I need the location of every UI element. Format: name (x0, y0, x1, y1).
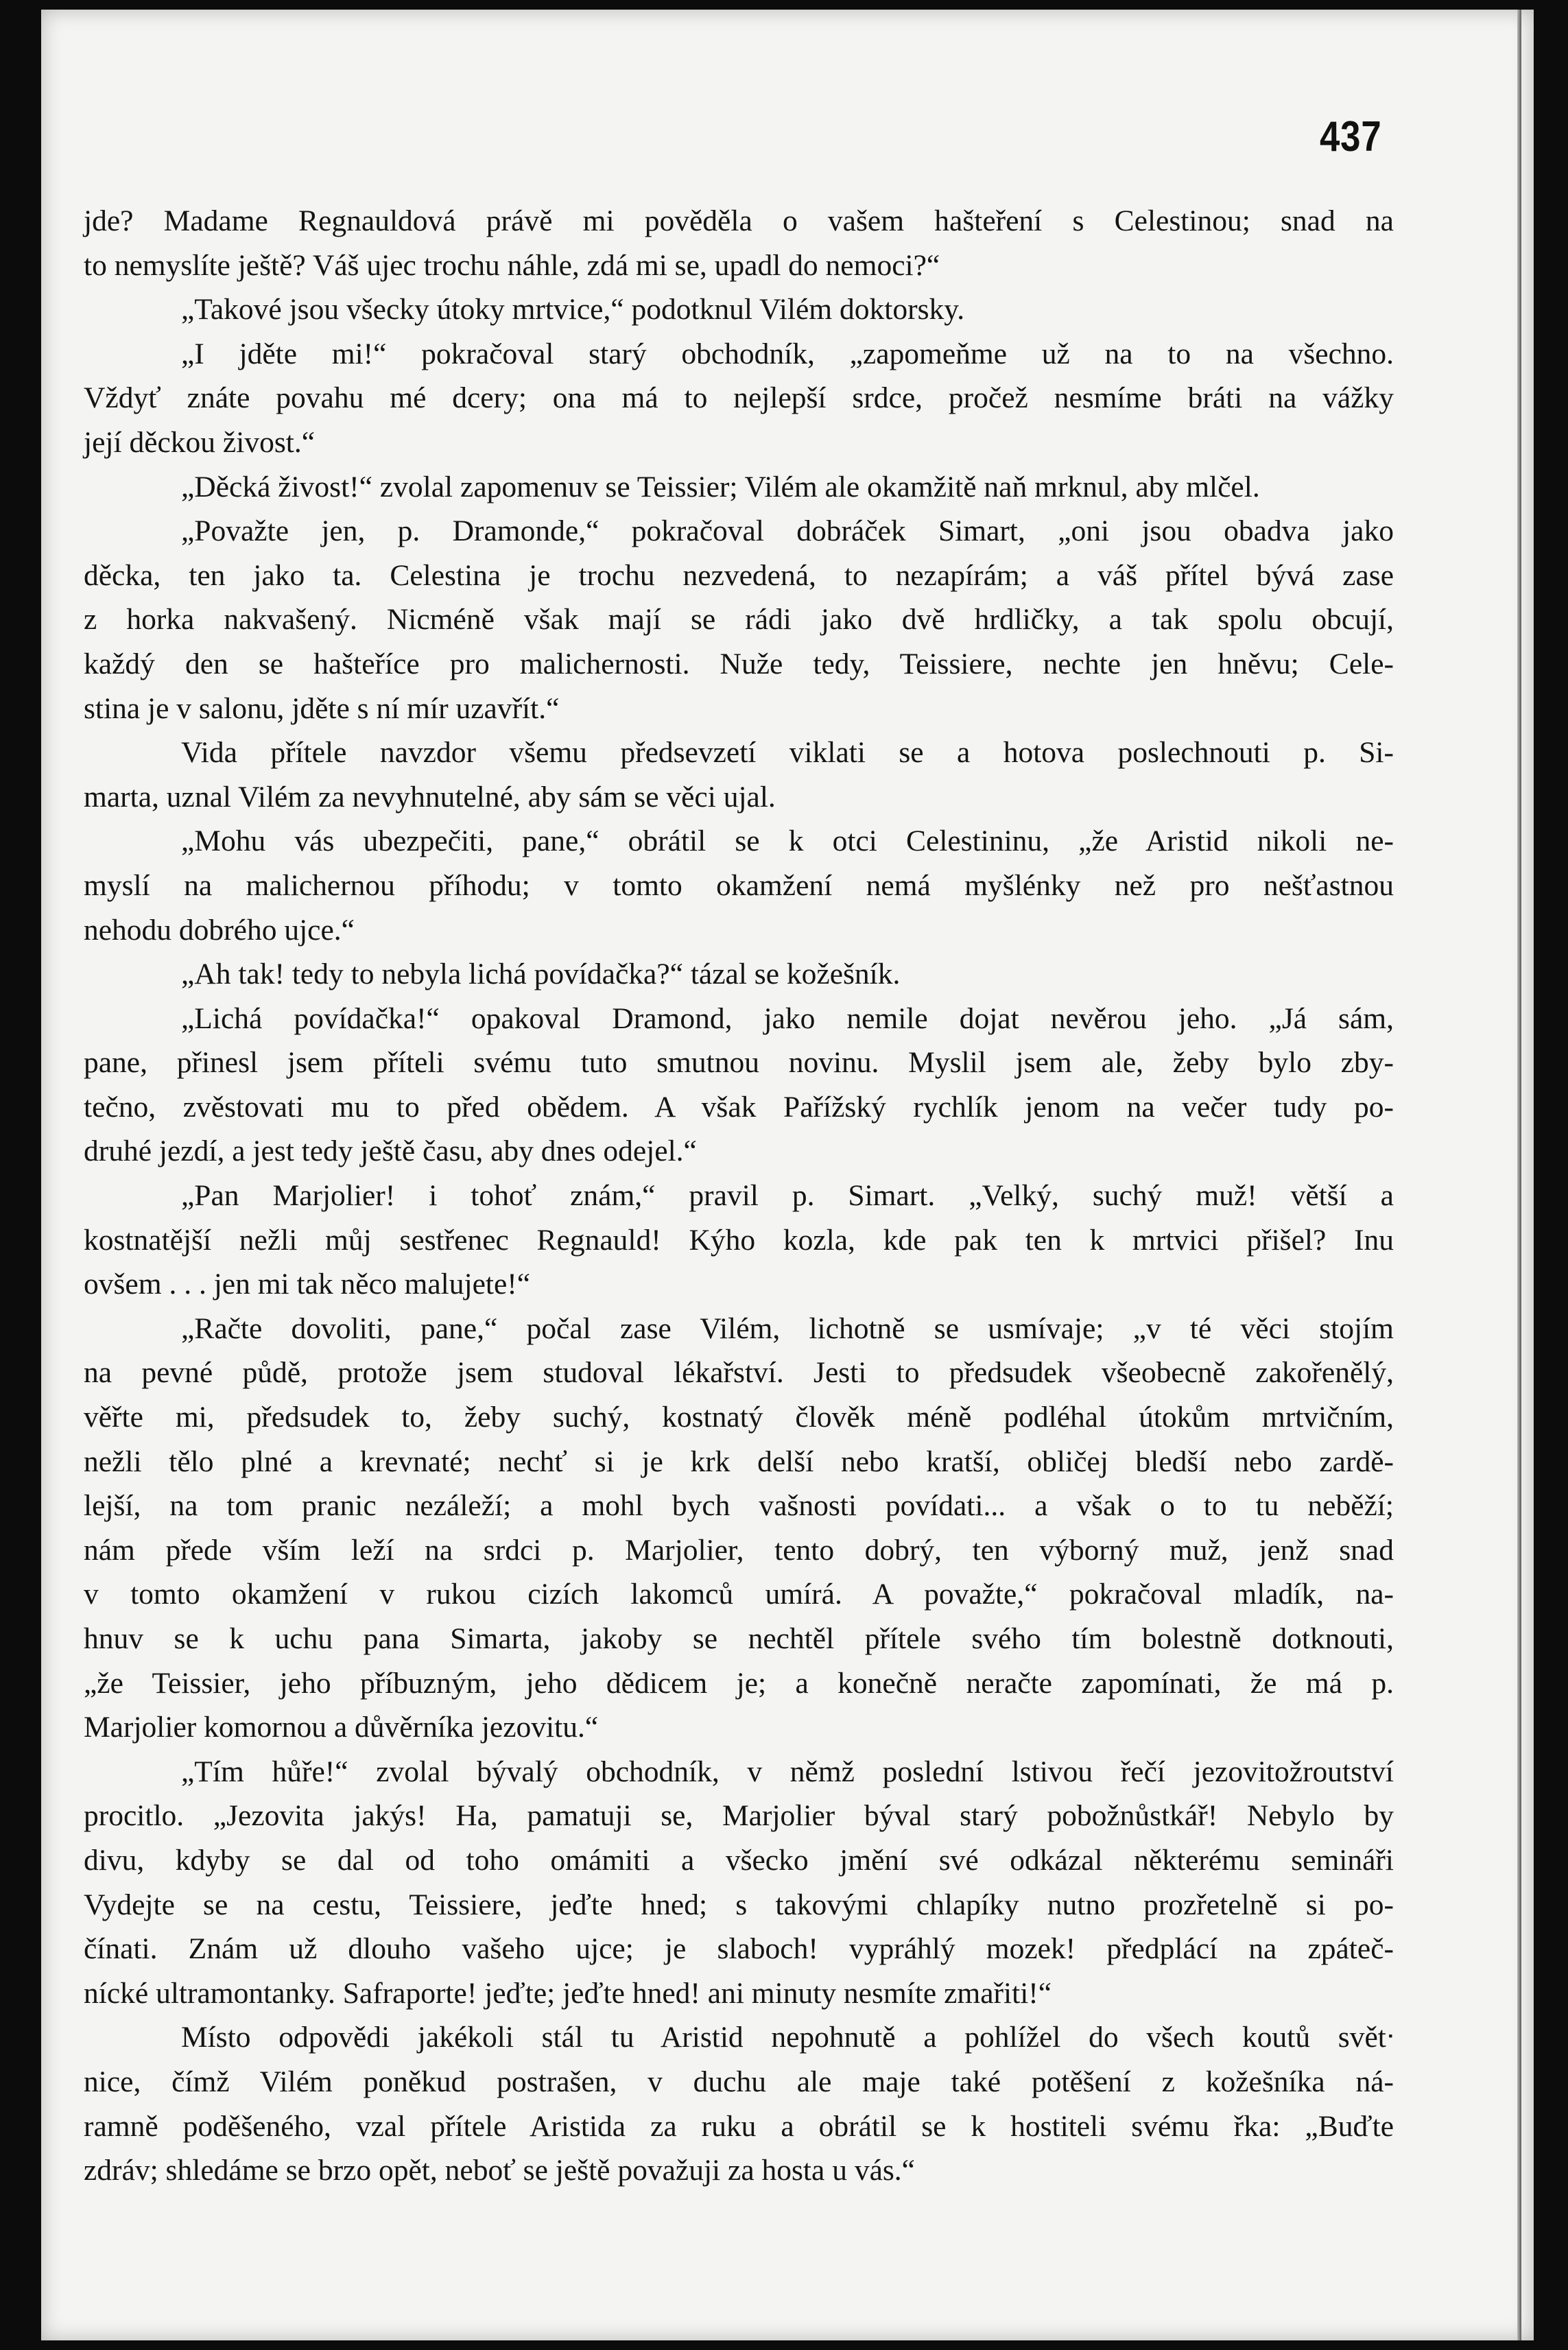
text-line: „Pan Marjolier! i tohoť znám,“ pravil p. Simart. „Velký, suchý muž! větší a (181, 1179, 1394, 1213)
text-line: děcka, ten jako ta. Celestina je trochu nezvedená, to nezapírám; a váš přítel bývá zase (84, 558, 1394, 592)
text-line: „Považte jen, p. Dramonde,“ pokračoval dobráček Simart, „oni jsou obadva jako (181, 514, 1394, 548)
text-line: procitlo. „Jezovita jakýs! Ha, pamatuji se, Marjolier býval starý pobožnůstkář! Nebylo by (84, 1799, 1394, 1833)
text-line: hnuv se k uchu pana Simarta, jakoby se nechtěl přítele svého tím bolestně dotknouti, (84, 1622, 1394, 1655)
text-line: pane, přinesl jsem příteli svému tuto smutnou novinu. Myslil jsem ale, žeby bylo zby- (84, 1046, 1394, 1080)
text-line: Vždyť znáte povahu mé dcery; ona má to nejlepší srdce, pročež nesmíme bráti na vážky (84, 381, 1394, 415)
text-line: druhé jezdí, a jest tedy ještě času, aby dnes odejel.“ (84, 1135, 697, 1168)
text-line: jde? Madame Regnauldová právě mi pověděla o vašem hašteření s Celestinou; snad na (84, 204, 1394, 237)
book-page (41, 10, 1534, 2340)
text-line: „Děcká živost!“ zvolal zapomenuv se Teissier; Vilém ale okamžitě naň mrknul, aby mlčel. (181, 470, 1260, 503)
text-line: nám přede vším leží na srdci p. Marjolier, tento dobrý, ten výborný muž, jenž snad (84, 1533, 1394, 1567)
text-line: „Lichá povídačka!“ opakoval Dramond, jako nemile dojat nevěrou jeho. „Já sám, (181, 1001, 1394, 1035)
text-line: věřte mi, předsudek to, žeby suchý, kostnatý člověk méně podléhal útokům mrtvičním, (84, 1401, 1394, 1434)
text-line: lejší, na tom pranic nezáleží; a mohl bych vašnosti povídati... a však o to tu neběží; (84, 1489, 1394, 1523)
text-line: „že Teissier, jeho příbuzným, jeho dědicem je; a konečně neračte zapomínati, že má p. (84, 1666, 1394, 1700)
text-line: Vydejte se na cestu, Teissiere, jeďte hned; s takovými chlapíky nutno prozřetelně si po- (84, 1888, 1394, 1921)
binding-edge (1517, 10, 1521, 2340)
text-line: „Mohu vás ubezpečiti, pane,“ obrátil se k otci Celestininu, „že Aristid nikoli ne- (181, 824, 1394, 858)
text-line: to nemyslíte ještě? Váš ujec trochu náhle, zdá mi se, upadl do nemoci?“ (84, 248, 940, 282)
text-line: nehodu dobrého ujce.“ (84, 913, 355, 947)
text-line: marta, uznal Vilém za nevyhnutelné, aby sám se věci ujal. (84, 780, 776, 814)
text-line: nežli tělo plné a krevnaté; nechť si je krk delší nebo kratší, obličej bledší nebo zardě- (84, 1445, 1394, 1478)
text-line: „Tím hůře!“ zvolal bývalý obchodník, v němž poslední lstivou řečí jezovitožroutství (181, 1755, 1394, 1788)
text-line: na pevné půdě, protože jsem studoval lékařství. Jesti to předsudek všeobecně zakořenělý, (84, 1356, 1394, 1390)
text-line: „Račte dovoliti, pane,“ počal zase Vilém, lichotně se usmívaje; „v té věci stojím (181, 1312, 1394, 1345)
text-line: ramně poděšeného, vzal přítele Aristida za ruku a obrátil se k hostiteli svému řka: „Buďte (84, 2109, 1394, 2143)
text-line: čínati. Znám už dlouho vašeho ujce; je slaboch! vypráhlý mozek! předplácí na zpáteč- (84, 1932, 1394, 1966)
text-line: nice, čímž Vilém poněkud postrašen, v duchu ale maje také potěšení z kožešníka ná- (84, 2065, 1394, 2098)
text-line: tečno, zvěstovati mu to před obědem. A však Pařížský rychlík jenom na večer tudy po- (84, 1090, 1394, 1124)
text-line: v tomto okamžení v rukou cizích lakomců umírá. A považte,“ pokračoval mladík, na- (84, 1578, 1394, 1611)
body-text (84, 199, 1394, 2193)
text-line: ovšem . . . jen mi tak něco malujete!“ (84, 1268, 531, 1301)
page-number: 437 (1320, 113, 1382, 161)
text-line: „Ah tak! tedy to nebyla lichá povídačka?“ tázal se kožešník. (181, 958, 901, 991)
text-line: Vida přítele navzdor všemu předsevzetí viklati se a hotova poslechnouti p. Si- (181, 736, 1394, 770)
text-line: divu, kdyby se dal od toho omámiti a všecko jmění své odkázal některému semináři (84, 1843, 1394, 1877)
text-line: Marjolier komornou a důvěrníka jezovitu.“ (84, 1711, 599, 1744)
text-line: Místo odpovědi jakékoli stál tu Aristid nepohnutě a pohlížel do všech koutů světᐧ (181, 2021, 1394, 2054)
text-line: zdráv; shledáme se brzo opět, neboť se ještě považuji za hosta u vás.“ (84, 2154, 915, 2187)
text-line: její děckou živost.“ (84, 425, 316, 459)
text-line: „Takové jsou všecky útoky mrtvice,“ podotknul Vilém doktorsky. (181, 293, 965, 327)
text-line: kostnatější nežli můj sestřenec Regnauld! Kýho kozla, kde pak ten k mrtvici přišel? Inu (84, 1223, 1394, 1257)
text-line: z horka nakvašený. Nicméně však mají se rádi jako dvě hrdličky, a tak spolu obcují, (84, 603, 1394, 637)
text-line: nícké ultramontanky. Safraporte! jeďte; jeďte hned! ani minuty nesmíte zmařiti!“ (84, 1976, 1052, 2010)
text-line: „I jděte mi!“ pokračoval starý obchodník, „zapomeňme už na to na všechno. (181, 337, 1394, 370)
text-line: stina je v salonu, jděte s ní mír uzavřít.“ (84, 691, 560, 725)
text-line: každý den se hašteříce pro malichernosti. Nuže tedy, Teissiere, nechte jen hněvu; Cele- (84, 647, 1394, 680)
text-line: myslí na malichernou příhodu; v tomto okamžení nemá myšlénky než pro nešťastnou (84, 868, 1394, 902)
